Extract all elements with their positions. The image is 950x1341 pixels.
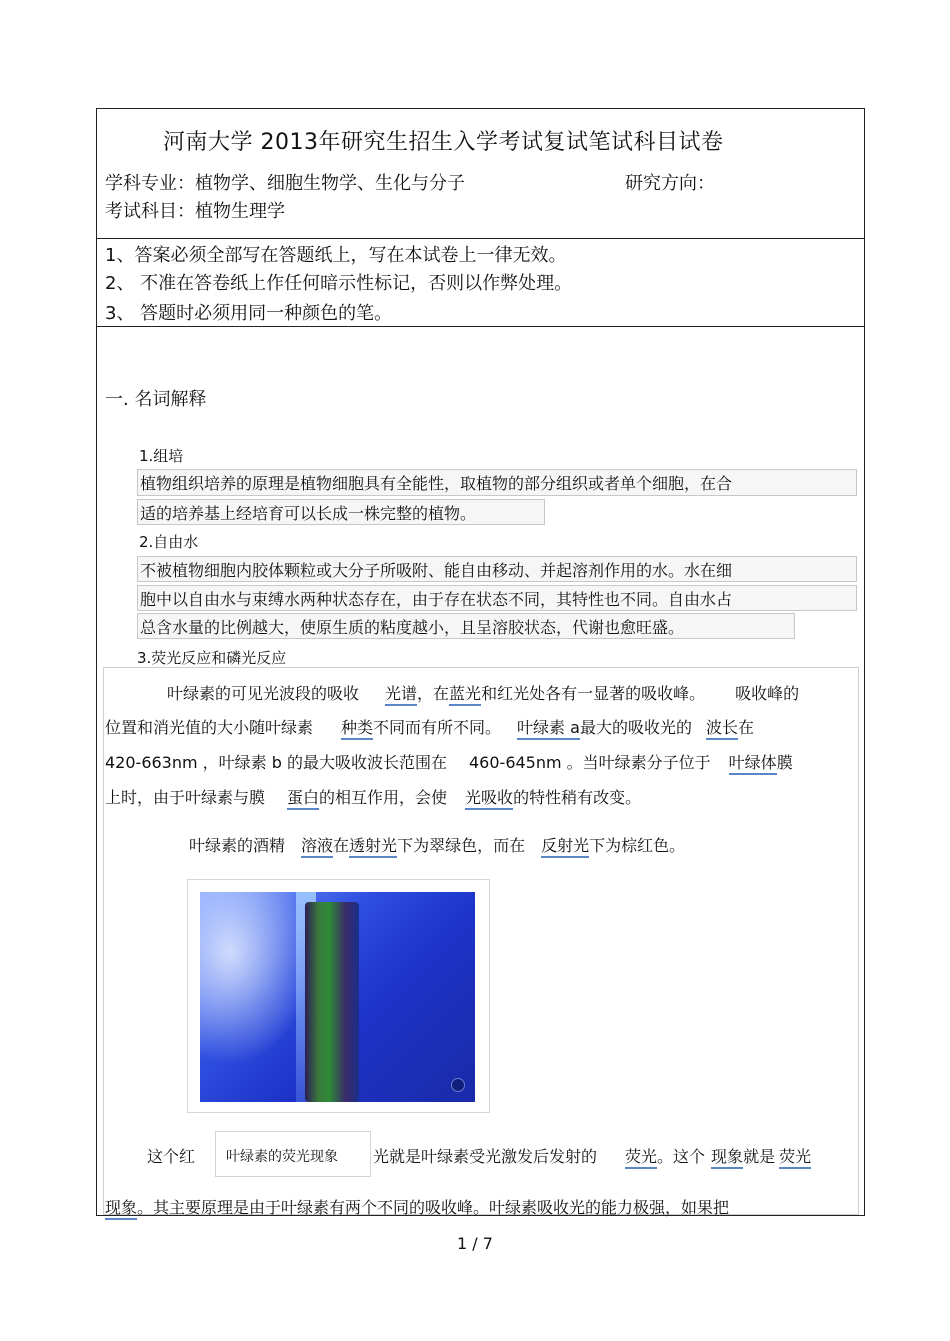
question-3-title: 3.荧光反应和磷光反应 bbox=[137, 649, 287, 667]
test-tube bbox=[305, 902, 359, 1102]
watermark-icon bbox=[451, 1078, 465, 1092]
instruction-3: 3、 答题时必须用同一种颜色的笔。 bbox=[105, 303, 393, 324]
passage-line: 叶绿素的酒精 溶液在透射光下为翠绿色，而在 反射光下为棕红色。 bbox=[189, 833, 685, 856]
passage-line: 上时，由于叶绿素与膜 蛋白的相互作用，会使 光吸收的特性稍有改变。 bbox=[105, 785, 641, 808]
answer-line: 适的培养基上经培育可以长成一株完整的植物。 bbox=[137, 499, 545, 525]
image-caption-box bbox=[215, 1131, 371, 1177]
answer-line: 不被植物细胞内胶体颗粒或大分子所吸附、能自由移动、并起溶剂作用的水。水在细 bbox=[137, 556, 857, 582]
answer-line: 总含水量的比例越大，使原生质的粘度越小，且呈溶胶状态，代谢也愈旺盛。 bbox=[137, 613, 795, 639]
question-2-title: 2.自由水 bbox=[139, 533, 199, 551]
section-heading: 一. 名词解释 bbox=[105, 389, 207, 410]
major-label: 学科专业：植物学、细胞生物学、生化与分子 bbox=[105, 173, 465, 194]
subject-label: 考试科目：植物生理学 bbox=[105, 201, 285, 222]
page-number: 1 / 7 bbox=[457, 1234, 493, 1253]
image-caption: 叶绿素的荧光现象 bbox=[226, 1149, 338, 1165]
answer-line: 胞中以自由水与束缚水两种状态存在，由于存在状态不同，其特性也不同。自由水占 bbox=[137, 585, 857, 611]
divider bbox=[97, 238, 864, 239]
instruction-1: 1、答案必须全部写在答题纸上，写在本试卷上一律无效。 bbox=[105, 245, 567, 266]
passage-line: 420-663nm ，叶绿素 b 的最大吸收波长范围在 460-645nm 。当叶绿素分子位于 叶绿体膜 bbox=[105, 750, 793, 773]
passage-line: 位置和消光值的大小随叶绿素 种类不同而有所不同。 叶绿素 a最大的吸收光的 波长在 bbox=[105, 715, 754, 738]
exam-title: 河南大学 2013年研究生招生入学考试复试笔试科目试卷 bbox=[163, 130, 724, 155]
test-tube-image bbox=[200, 892, 475, 1102]
passage-line-start: 这个红 bbox=[147, 1147, 196, 1166]
instruction-2: 2、 不准在答卷纸上作任何暗示性标记，否则以作弊处理。 bbox=[105, 273, 573, 294]
passage-line: 叶绿素的可见光波段的吸收 光谱，在蓝光和红光处各有一显著的吸收峰。 吸收峰的 bbox=[167, 681, 799, 704]
exam-sheet bbox=[96, 108, 865, 1216]
direction-label: 研究方向： bbox=[625, 173, 715, 194]
passage-line: 现象。其主要原理是由于叶绿素有两个不同的吸收峰。叶绿素吸收光的能力极强，如果把 bbox=[105, 1195, 729, 1218]
divider bbox=[97, 326, 864, 327]
passage-line: 光就是叶绿素受光激发后发射的 荧光。这个 现象就是 荧光 bbox=[373, 1144, 811, 1167]
question-1-title: 1.组培 bbox=[139, 447, 184, 465]
fluorescence-photo bbox=[187, 879, 490, 1113]
answer-line: 植物组织培养的原理是植物细胞具有全能性，取植物的部分组织或者单个细胞，在合 bbox=[137, 469, 857, 496]
